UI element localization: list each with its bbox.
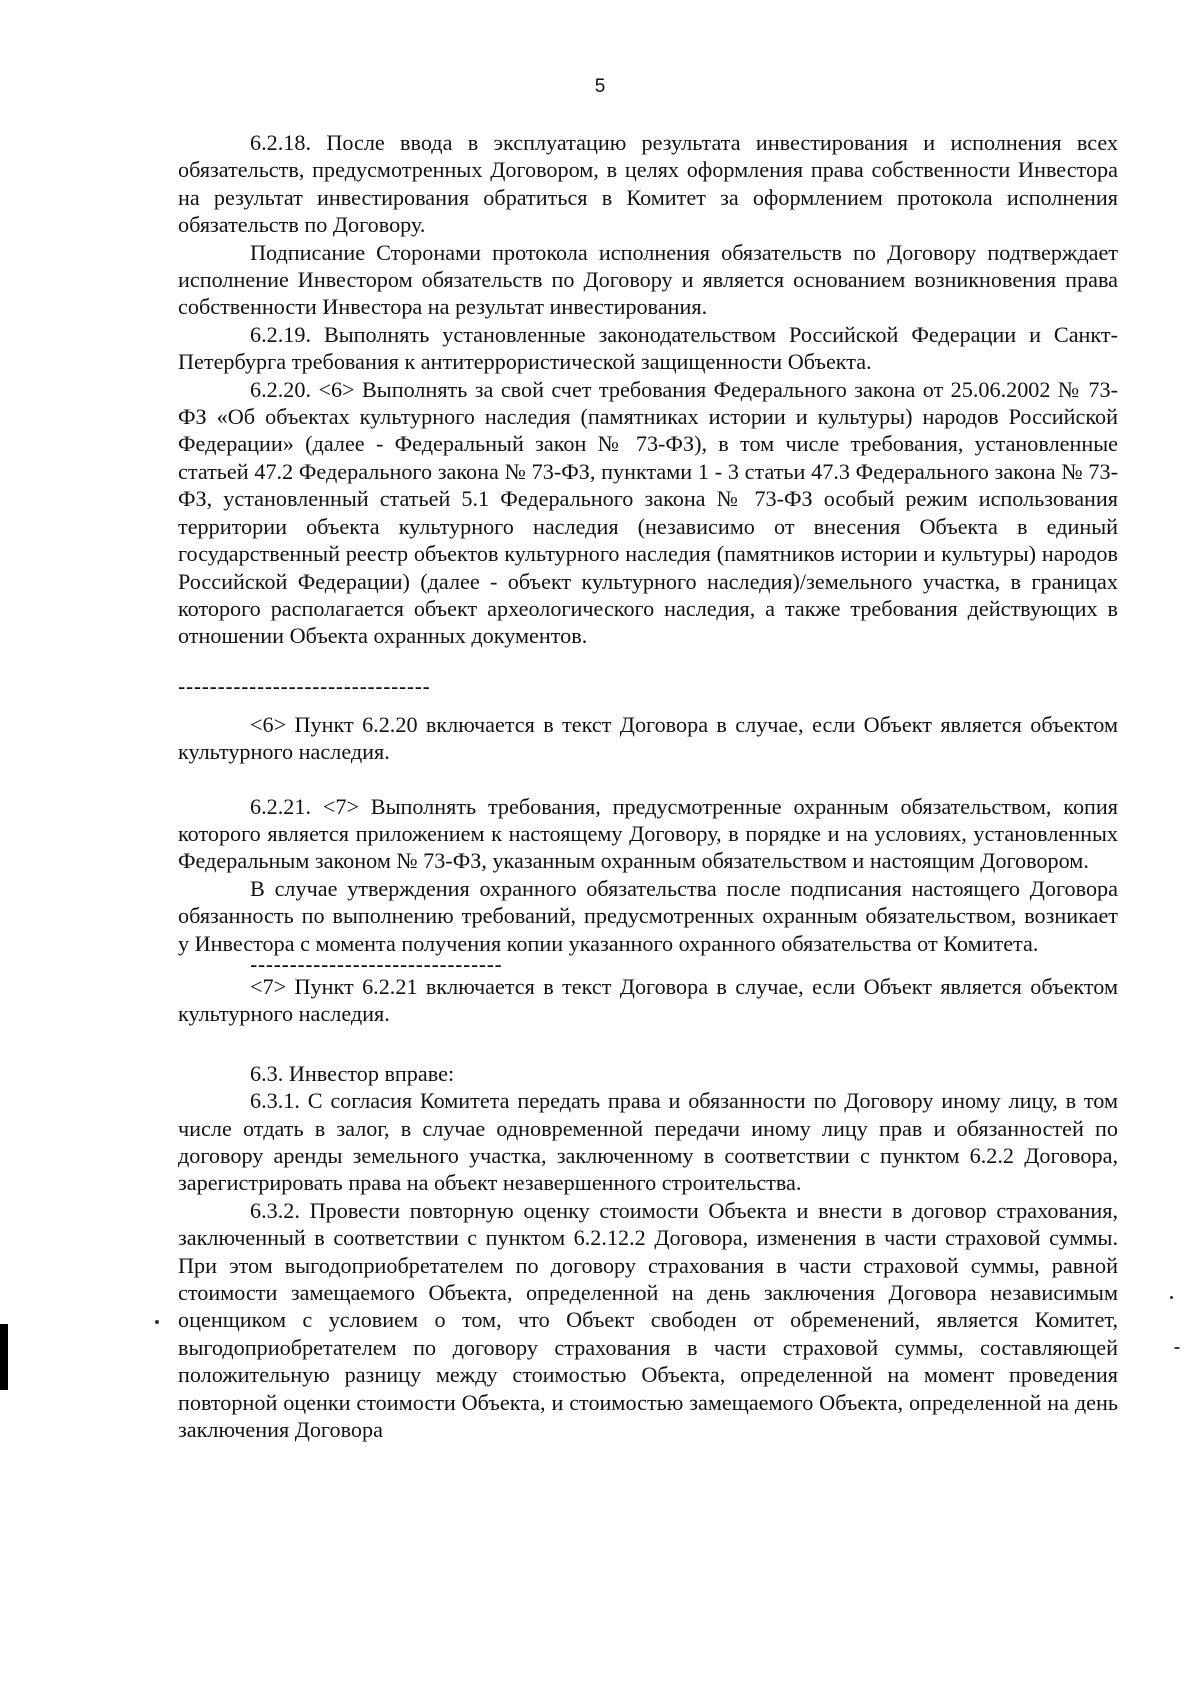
paragraph-protection-approval: В случае утверждения охранного обязательства после подписания настоящего Договора обязанность по выполнению требований, предусмотренных охранным обязательством, возникает у Инвестора с момента получения копии указанного охранного обязательства от Комитета.: [178, 875, 1118, 956]
spacer: [178, 650, 1118, 677]
paragraph-6-2-18: 6.2.18. После ввода в эксплуатацию результата инвестирования и исполнения всех обязательств, предусмотренных Договором, в целях оформления права собственности Инвестора на результат инвестирования обратиться в Комитет за оформлением протокола исполнения обязательств по Договору.: [178, 130, 1118, 238]
footnote-6: <6> Пункт 6.2.20 включается в текст Договора в случае, если Объект является объектом культурного наследия.: [178, 711, 1118, 765]
paragraph-6-3-1: 6.3.1. С согласия Комитета передать права и обязанности по Договору иному лицу, в том числе отдать в залог, в случае одновременной передачи иному лицу прав и обязанностей по договору аренды земельного участка, заключенному в соответствии с пунктом 6.2.2 Договора, зарегистрировать права на объект незавершенного строительства.: [178, 1088, 1118, 1196]
section-heading-6-3: 6.3. Инвестор вправе:: [250, 1060, 455, 1086]
spacer: [178, 766, 1118, 793]
scan-speck: [1170, 1296, 1173, 1299]
scan-speck: [1174, 1347, 1180, 1349]
paragraph-6-2-19: 6.2.19. Выполнять установленные законодательством Российской Федерации и Санкт-Петербурга требования к антитеррористической защищенности Объекта.: [178, 321, 1118, 375]
footnote-7: <7> Пункт 6.2.21 включается в текст Договора в случае, если Объект является объектом культурного наследия.: [178, 973, 1118, 1027]
document-body: [178, 129, 1118, 1443]
spacer: [178, 697, 1118, 711]
scan-speck: [155, 1320, 159, 1324]
scan-margin-mark: [0, 1324, 8, 1390]
page-number: 5: [594, 76, 606, 97]
footnote-separator: --------------------------------: [178, 676, 431, 697]
paragraph-6-2-20: 6.2.20. <6> Выполнять за свой счет требования Федерального закона от 25.06.2002 № 73-ФЗ «Об объектах культурного наследия (памятниках истории и культуры) народов Российской Федерации» (далее - Федеральный закон № 73-ФЗ), в том числе требования, установленные статьей 47.2 Федерального закона № 73-ФЗ, пунктами 1 - 3 статьи 47.3 Федерального закона № 73-ФЗ, установленный статьей 5.1 Федерального закона № 73-ФЗ особый режим использования территории объекта культурного наследия (независимо от внесения Объекта в единый государственный реестр объектов культурного наследия (памятников истории и культуры) народов Российской Федерации) (далее - объект культурного наследия)/земельного участка, в границах которого располагается объект археологического наследия, а также требования действующих в отношении Объекта охранных документов.: [178, 376, 1118, 649]
spacer: [178, 1028, 1118, 1060]
paragraph-6-2-21: 6.2.21. <7> Выполнять требования, предусмотренные охранным обязательством, копия которого является приложением к настоящему Договору, в порядке и на условиях, установленных Федеральным законом № 73-ФЗ, указанным охранным обязательством и настоящим Договором.: [178, 793, 1118, 874]
paragraph-6-3-2: 6.3.2. Провести повторную оценку стоимости Объекта и внести в договор страхования, заключенный в соответствии с пунктом 6.2.12.2 Договора, изменения в части страховой суммы. При этом выгодоприобретателем по договору страхования в части страховой суммы, равной стоимости замещаемого Объекта, определенной на день заключения Договора независимым оценщиком с условием о том, что Объект свободен от обременений, является Комитет, выгодоприобретателем по договору страхования в части страховой суммы, составляющей положительную разницу между стоимостью Объекта, определенной на момент проведения повторной оценки стоимости Объекта, и стоимостью замещаемого Объекта, определенной на день заключения Договора: [178, 1197, 1118, 1443]
paragraph-protocol-signing: Подписание Сторонами протокола исполнения обязательств по Договору подтверждает исполнение Инвестором обязательств по Договору и является основанием возникновения права собственности Инвестора на результат инвестирования.: [178, 239, 1118, 320]
footnote-separator: --------------------------------: [250, 956, 503, 973]
